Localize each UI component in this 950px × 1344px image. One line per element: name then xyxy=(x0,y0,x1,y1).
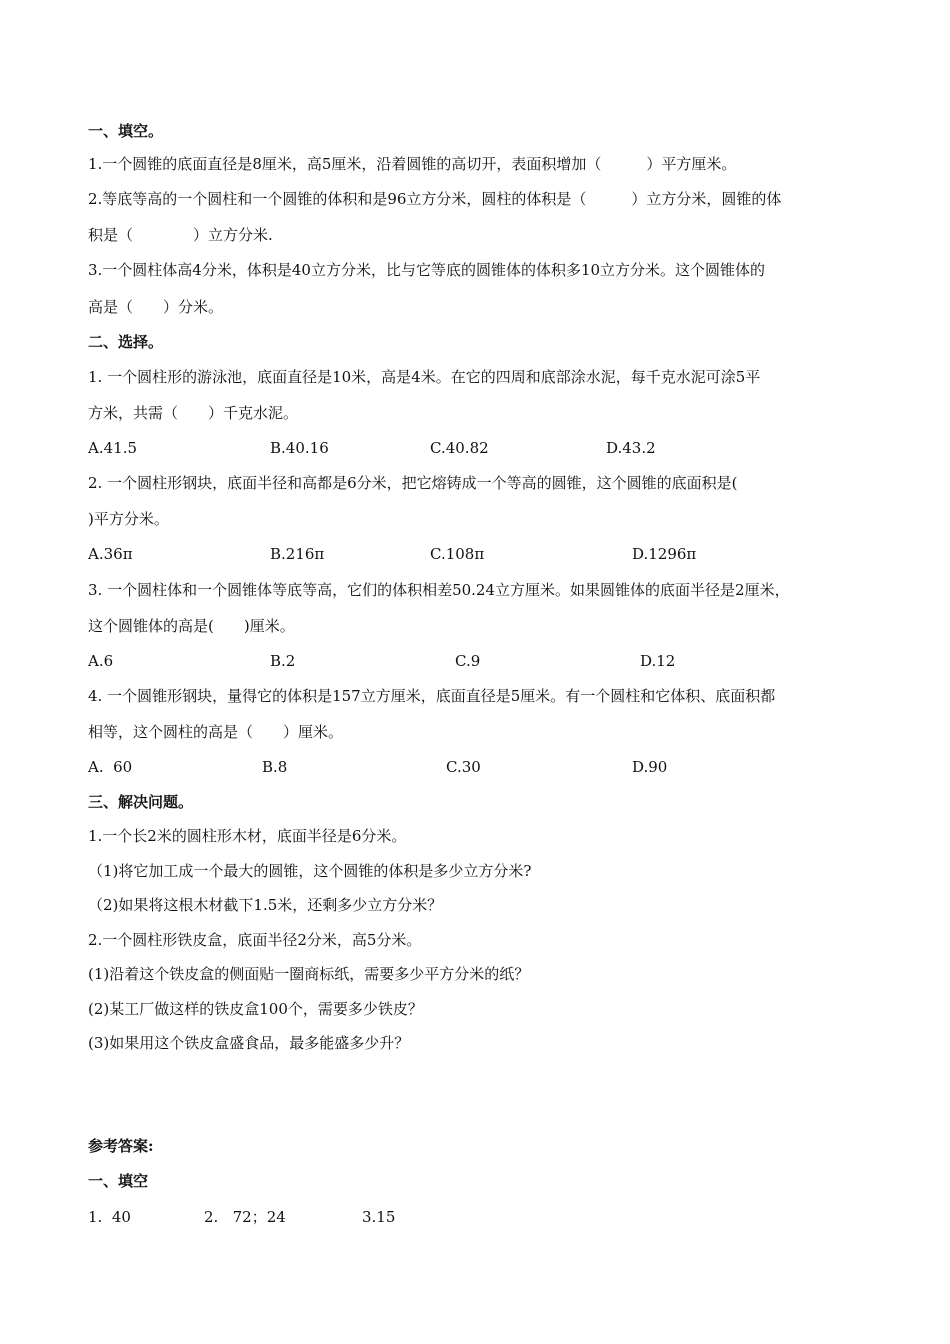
fill-question-2-line2: 积是（ ）立方分米. xyxy=(88,226,273,244)
choice-4-option-c: C.30 xyxy=(446,758,481,776)
choice-2-option-b: B.216π xyxy=(270,545,325,563)
problem-2-part-3: (3)如果用这个铁皮盒盛食品，最多能盛多少升？ xyxy=(88,1034,410,1052)
choice-1-option-d: D.43.2 xyxy=(606,439,656,457)
fill-question-3-line2: 高是（ ）分米。 xyxy=(88,298,224,316)
answer-2: 2. 72；24 xyxy=(204,1208,286,1226)
choice-1-option-a: A.41.5 xyxy=(88,439,137,457)
choice-4-option-a: A. 60 xyxy=(88,758,133,776)
choice-2-option-c: C.108π xyxy=(430,545,485,563)
section-fill-title: 一、填空。 xyxy=(88,122,164,140)
answers-fill-title: 一、填空 xyxy=(88,1172,149,1190)
choice-2-option-a: A.36π xyxy=(88,545,133,563)
choice-question-3-line2: 这个圆锥体的高是( )厘米。 xyxy=(88,617,295,635)
section-problems-title: 三、解决问题。 xyxy=(88,793,194,811)
choice-question-4-line1: 4. 一个圆锥形钢块，量得它的体积是157立方厘米，底面直径是5厘米。有一个圆柱和它体积、底面积都 xyxy=(88,687,776,705)
problem-1: 1.一个长2米的圆柱形木材，底面半径是6分米。 xyxy=(88,827,407,845)
section-choice-title: 二、选择。 xyxy=(88,333,164,351)
problem-2-part-2: (2)某工厂做这样的铁皮盒100个，需要多少铁皮？ xyxy=(88,1000,423,1018)
choice-4-option-b: B.8 xyxy=(262,758,288,776)
problem-2-part-1: (1)沿着这个铁皮盒的侧面贴一圈商标纸，需要多少平方分米的纸？ xyxy=(88,965,530,983)
choice-3-option-c: C.9 xyxy=(455,652,481,670)
problem-1-part-2: （2)如果将这根木材截下1.5米，还剩多少立方分米？ xyxy=(88,896,443,914)
answer-3: 3.15 xyxy=(362,1208,396,1226)
choice-1-option-b: B.40.16 xyxy=(270,439,329,457)
choice-3-option-b: B.2 xyxy=(270,652,296,670)
choice-question-4-line2: 相等，这个圆柱的高是（ ）厘米。 xyxy=(88,723,344,741)
choice-question-1-line1: 1. 一个圆柱形的游泳池，底面直径是10米，高是4米。在它的四周和底部涂水泥，每千克水泥可涂5平 xyxy=(88,368,761,386)
choice-question-3-line1: 3. 一个圆柱体和一个圆锥体等底等高，它们的体积相差50.24立方厘米。如果圆锥体的底面半径是2厘米， xyxy=(88,581,790,599)
fill-question-1: 1.一个圆锥的底面直径是8厘米，高5厘米，沿着圆锥的高切开，表面积增加（ ）平方厘米。 xyxy=(88,155,737,173)
problem-2: 2.一个圆柱形铁皮盒，底面半径2分米，高5分米。 xyxy=(88,931,422,949)
choice-question-1-line2: 方米，共需（ ）千克水泥。 xyxy=(88,404,299,422)
choice-1-option-c: C.40.82 xyxy=(430,439,489,457)
fill-question-2-line1: 2.等底等高的一个圆柱和一个圆锥的体积和是96立方分米，圆柱的体积是（ ）立方分米，圆锥的体 xyxy=(88,190,782,208)
choice-3-option-d: D.12 xyxy=(640,652,676,670)
choice-question-2-line1: 2. 一个圆柱形钢块，底面半径和高都是6分米，把它熔铸成一个等高的圆锥，这个圆锥的底面积是( xyxy=(88,474,738,492)
choice-3-option-a: A.6 xyxy=(88,652,114,670)
fill-question-3-line1: 3.一个圆柱体高4分米，体积是40立方分米，比与它等底的圆锥体的体积多10立方分米。这个圆锥体的 xyxy=(88,261,766,279)
answer-1: 1. 40 xyxy=(88,1208,131,1226)
answers-title: 参考答案: xyxy=(88,1137,154,1155)
choice-2-option-d: D.1296π xyxy=(632,545,697,563)
problem-1-part-1: （1)将它加工成一个最大的圆锥，这个圆锥的体积是多少立方分米? xyxy=(88,862,532,880)
choice-4-option-d: D.90 xyxy=(632,758,668,776)
choice-question-2-line2: )平方分米。 xyxy=(88,510,169,528)
